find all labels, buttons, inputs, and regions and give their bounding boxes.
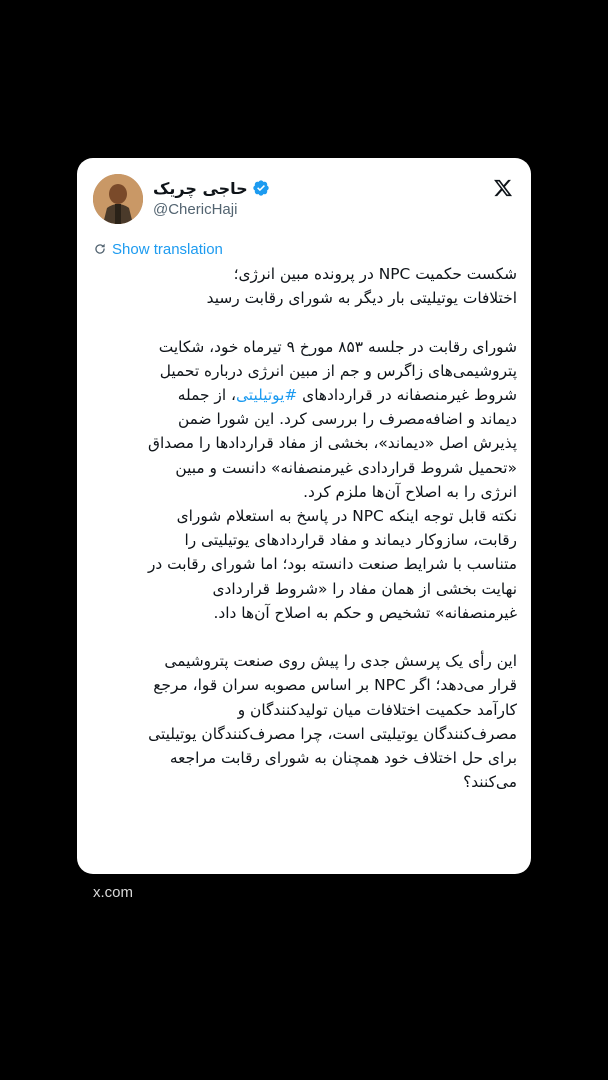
tweet-text [91,262,517,794]
tweet-line: اختلافات یوتیلیتی بار دیگر به شورای رقابت رسید [206,289,517,308]
tweet-line-hashtag [91,383,517,407]
tweet-line: رقابت، سازوکار دیماند و مفاد قراردادهای یوتیلیتی را [184,531,517,550]
show-translation-button[interactable] [93,240,223,258]
tweet-line-text: ، از جمله [177,386,236,404]
tweet-line-text: شروط غیرمنصفانه در قراردادهای [297,386,517,404]
tweet-line: نکته قابل توجه اینکه NPC در پاسخ به استعلام شورای [176,507,517,526]
tweet-card[interactable] [77,158,531,874]
author-info [153,177,270,218]
hashtag-link[interactable]: #یوتیلیتی [235,386,298,404]
paragraph-gap [91,625,517,649]
paragraph-gap [91,310,517,334]
tweet-line: «تحمیل شروط قراردادی غیرمنصفانه» دانست و مبین [175,458,517,477]
avatar-image [93,174,143,224]
verified-badge-icon [252,179,270,197]
tweet-line: شورای رقابت در جلسه ۸۵۳ مورخ ۹ تیرماه خود، شکایت [158,337,517,356]
source-link[interactable]: x.com [93,884,134,901]
tweet-line: برای حل اختلاف خود همچنان به شورای رقابت مراجعه [169,749,517,768]
avatar[interactable] [93,174,143,224]
tweet-line: کارآمد حکمیت اختلافات میان تولیدکنندگان و [237,700,517,719]
tweet-line: نهایت بخشی از همان مفاد را «شروط قراردادی [212,579,517,598]
author-display-name[interactable]: حاجی چریک [153,178,248,198]
tweet-line: شکست حکمیت NPC در پرونده مبین انرژی؛ [233,265,517,283]
tweet-line: قرار می‌دهد؛ اگر NPC بر اساس مصوبه سران قوا، مرجع [153,676,517,695]
tweet-line: پتروشیمی‌های زاگرس و جم از مبین انرژی درباره تحمیل [159,361,517,380]
tweet-line: دیماند و اضافه‌مصرف را بررسی کرد. این شورا ضمن [177,410,517,429]
author-handle[interactable]: @ChericHaji [153,201,238,218]
tweet-line: متناسب با شرایط صنعت دانسته بود؛ اما شورای رقابت در [147,555,517,574]
tweet-line: غیرمنصفانه» تشخیص و حکم به اصلاح آن‌ها داد. [213,603,517,622]
tweet-line: این رأی یک پرسش جدی را پیش روی صنعت پتروشیمی [164,652,517,671]
tweet-line: مصرف‌کنندگان یوتیلیتی است، چرا مصرف‌کنندگان یوتیلیتی [148,724,517,743]
tweet-line: می‌کنند؟ [463,773,517,792]
x-logo-icon[interactable] [493,178,513,198]
tweet-line: پذیرش اصل «دیماند»، بخشی از مفاد قراردادها را مصداق [148,434,517,453]
show-translation-label: Show translation [112,240,223,258]
tweet-header [93,174,515,228]
tweet-line: انرژی را به اصلاح آن‌ها ملزم کرد. [303,482,517,501]
translate-icon [93,242,107,256]
